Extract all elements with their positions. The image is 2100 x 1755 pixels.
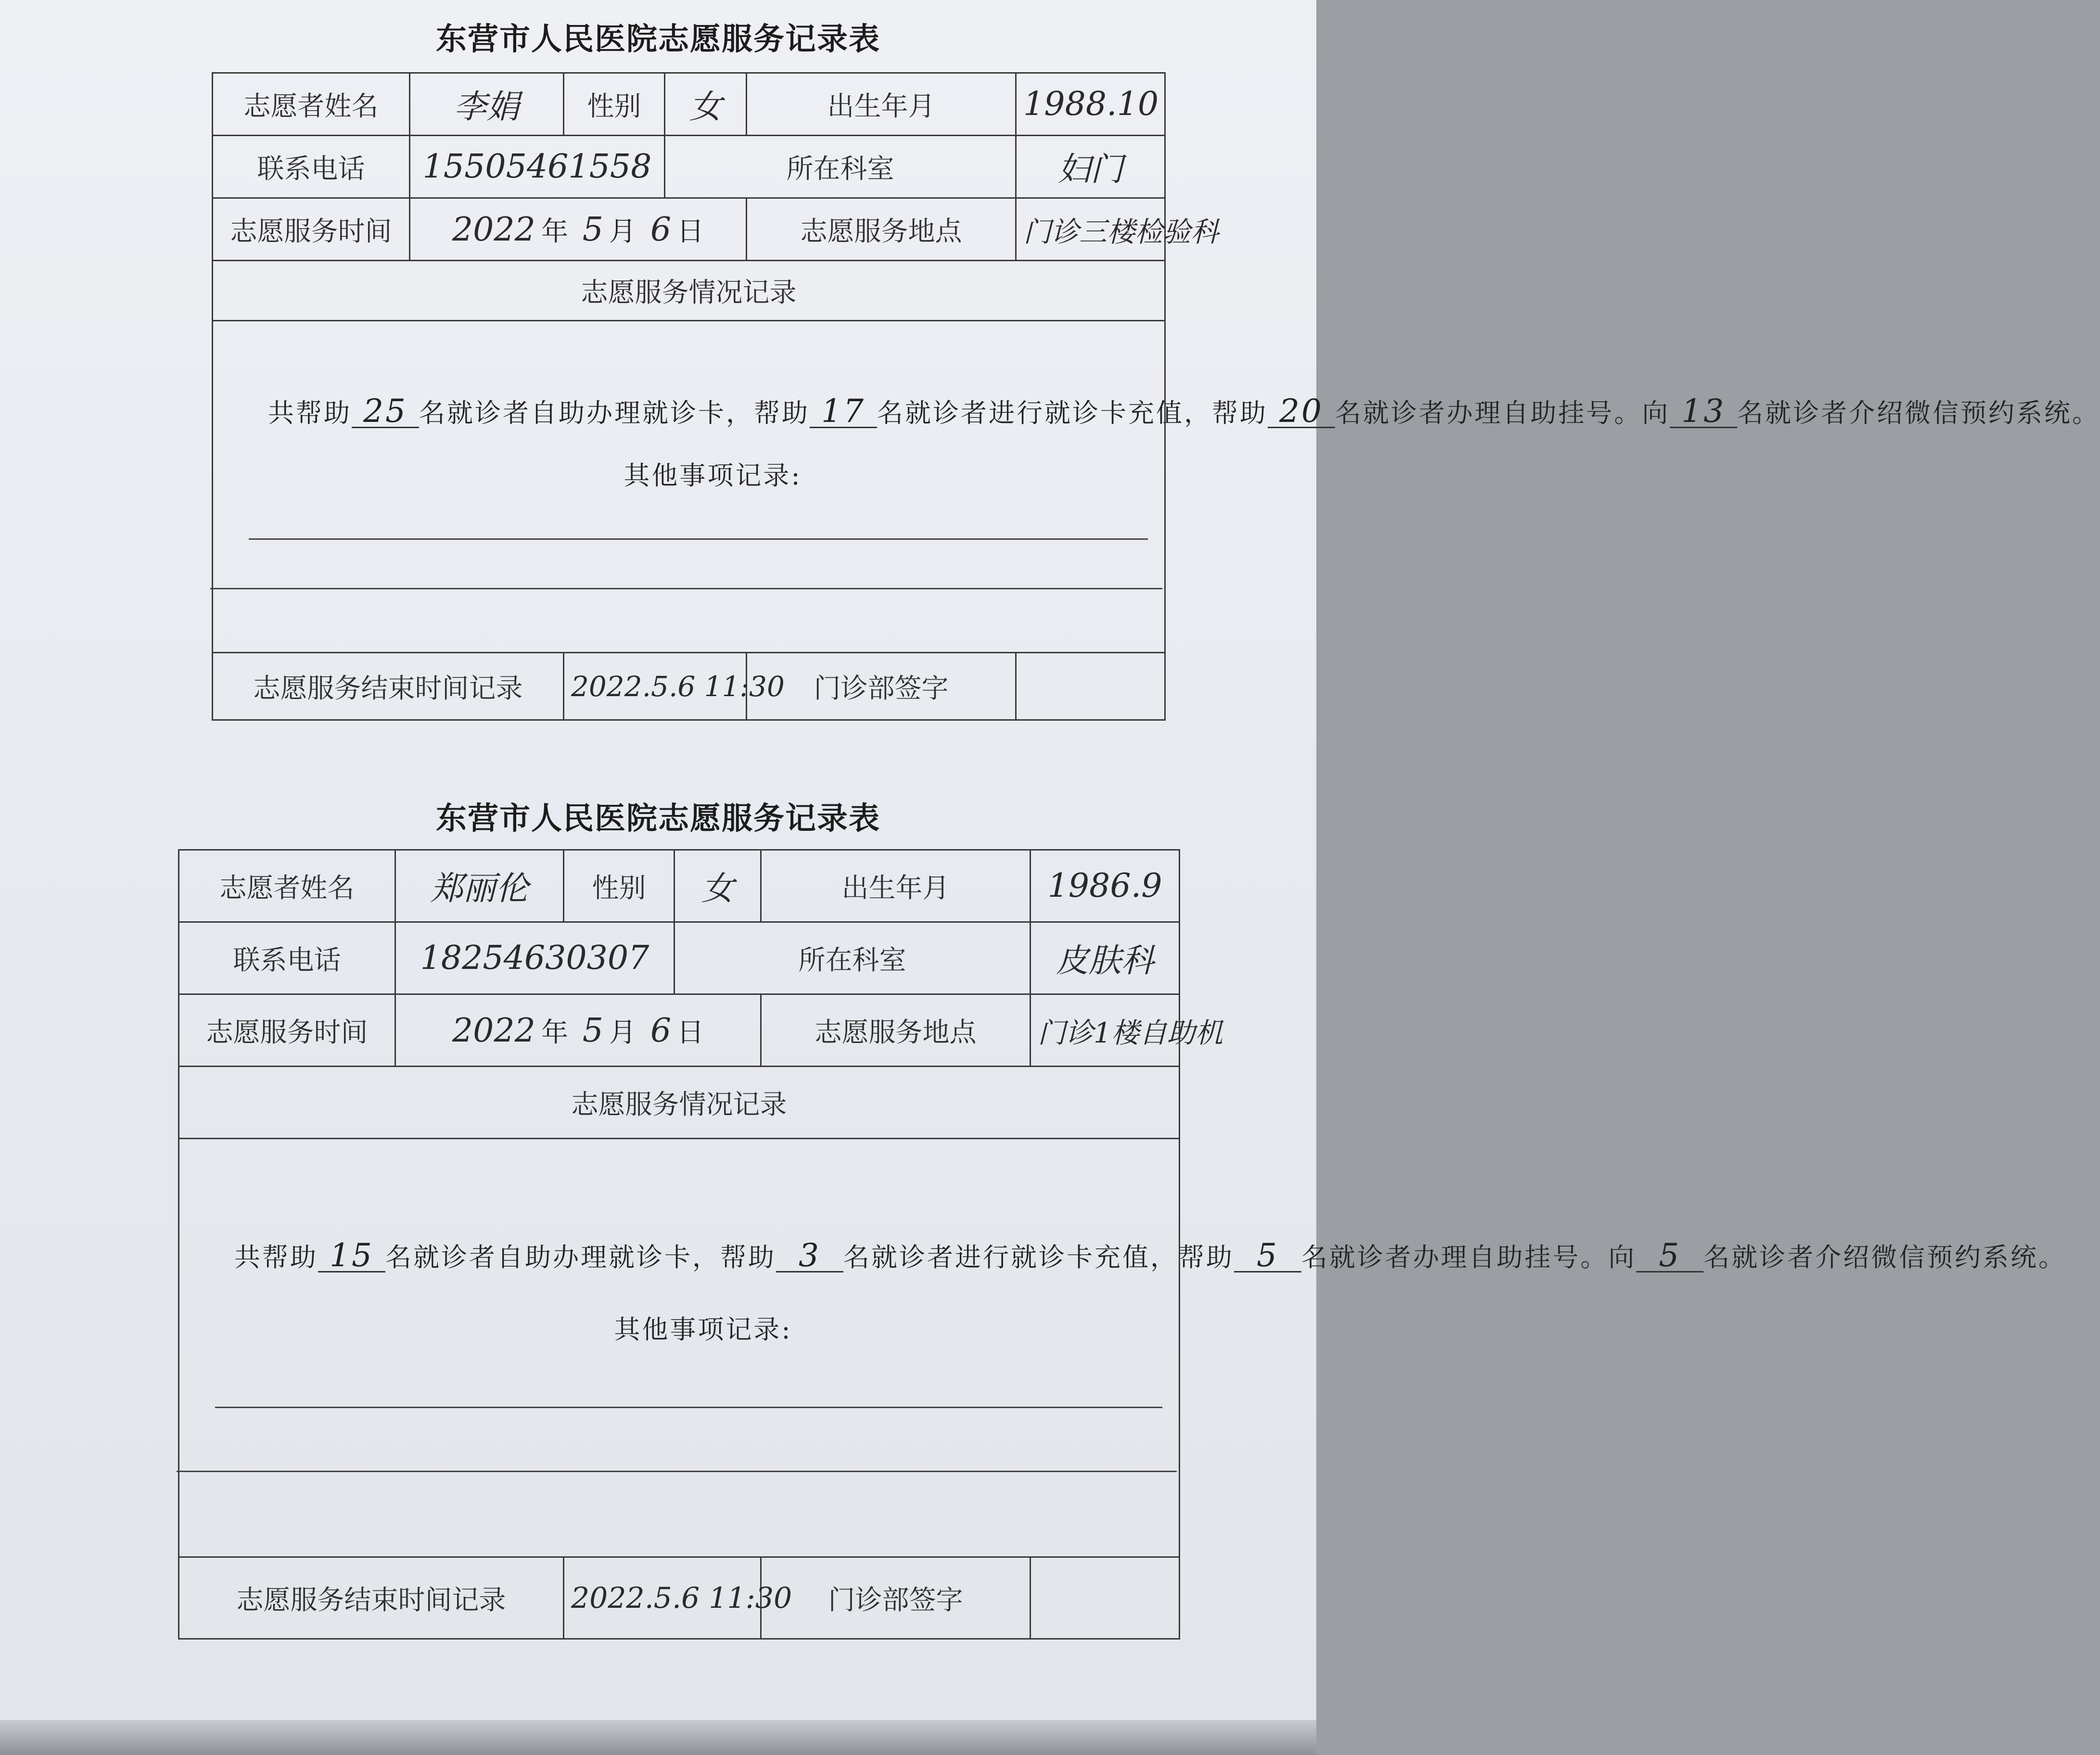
day-char: 日: [677, 1017, 704, 1048]
text-p1: 名就诊者自助办理就诊卡，帮助: [419, 397, 810, 428]
notes-line: [249, 505, 1148, 540]
date-month: 5: [582, 210, 604, 249]
gender-value: 女: [675, 850, 761, 922]
text-p4: 名就诊者介绍微信预约系统。: [1737, 397, 2100, 428]
form-title: 东营市人民医院志愿服务记录表: [436, 21, 880, 57]
row-name: [213, 73, 1165, 136]
month-char: 月: [609, 1017, 636, 1048]
text-p3: 名就诊者办理自助挂号。向: [1301, 1242, 1636, 1272]
place-value: 门诊三楼检验科: [1016, 198, 1165, 261]
date-year: 2022: [452, 1011, 535, 1050]
signature-label: 门诊部签字: [761, 1557, 1031, 1639]
end-time-value: 2022.5.6 11:30: [564, 1557, 761, 1639]
dept-value: 皮肤科: [1031, 922, 1180, 994]
phone-label: 联系电话: [179, 922, 395, 994]
phone-label: 联系电话: [213, 136, 410, 198]
birth-label: 出生年月: [761, 850, 1031, 922]
count-register: 20: [1268, 396, 1335, 428]
phone-value: 15505461558: [410, 136, 665, 198]
signature-value: [1031, 1557, 1180, 1639]
gender-value: 女: [665, 73, 747, 136]
gender-label: 性别: [564, 850, 675, 922]
name-label: 志愿者姓名: [213, 73, 410, 136]
date-day: 6: [650, 210, 672, 249]
row-section: [179, 1067, 1180, 1139]
phone-value: 18254630307: [395, 922, 675, 994]
date-day: 6: [650, 1011, 672, 1050]
row-name: [179, 850, 1180, 922]
place-value: 门诊1楼自助机: [1031, 994, 1180, 1067]
year-char: 年: [541, 216, 568, 247]
birth-value: 1988.10: [1016, 73, 1165, 136]
place-label: 志愿服务地点: [761, 994, 1031, 1067]
row-phone: [213, 136, 1165, 198]
count-register: 5: [1234, 1240, 1301, 1272]
count-card: 25: [352, 396, 419, 428]
row-section: [213, 261, 1165, 321]
row-body: [179, 1139, 1180, 1557]
row-phone: [179, 922, 1180, 994]
birth-value: 1986.9: [1031, 850, 1180, 922]
time-label: 志愿服务时间: [213, 198, 410, 261]
row-time: [179, 994, 1180, 1067]
other-notes-label: 其他事项记录:: [624, 460, 802, 491]
dept-value: 妇门: [1016, 136, 1165, 198]
birth-label: 出生年月: [747, 73, 1016, 136]
time-label: 志愿服务时间: [179, 994, 395, 1067]
service-record-body: [179, 1139, 2066, 1557]
other-notes-label: 其他事项记录:: [614, 1314, 792, 1345]
day-char: 日: [677, 216, 704, 247]
end-time-label: 志愿服务结束时间记录: [179, 1557, 564, 1639]
end-time-value: 2022.5.6 11:30: [564, 653, 747, 720]
date-month: 5: [582, 1011, 604, 1050]
text-p1: 名就诊者自助办理就诊卡，帮助: [385, 1242, 776, 1272]
service-date: [410, 198, 747, 261]
count-wechat: 5: [1636, 1240, 1704, 1272]
count-card: 15: [318, 1240, 385, 1272]
notes-line-2: [210, 540, 1162, 589]
text-gong: 共帮助: [268, 397, 352, 428]
section-heading: 志愿服务情况记录: [213, 261, 1165, 321]
date-year: 2022: [452, 210, 535, 249]
record-table: [212, 72, 2100, 721]
row-body: [213, 321, 1165, 653]
row-time: [213, 198, 1165, 261]
notes-line: [215, 1363, 1162, 1408]
section-heading: 志愿服务情况记录: [179, 1067, 1180, 1139]
paper-bottom-edge: [0, 1720, 1316, 1755]
count-wechat: 13: [1670, 396, 1737, 428]
text-p3: 名就诊者办理自助挂号。向: [1335, 397, 1670, 428]
dept-label: 所在科室: [665, 136, 1016, 198]
row-end: [179, 1557, 1180, 1639]
gender-label: 性别: [564, 73, 665, 136]
service-date: [395, 994, 761, 1067]
count-recharge: 17: [810, 396, 877, 428]
form-title: 东营市人民医院志愿服务记录表: [436, 801, 880, 837]
name-label: 志愿者姓名: [179, 850, 395, 922]
notes-line-2: [177, 1408, 1177, 1472]
month-char: 月: [609, 216, 636, 247]
dept-label: 所在科室: [675, 922, 1031, 994]
name-value: 李娟: [410, 73, 564, 136]
signature-value: [1016, 653, 1165, 720]
service-record-body: [213, 321, 2100, 653]
count-recharge: 3: [776, 1240, 843, 1272]
year-char: 年: [541, 1017, 568, 1048]
record-table: [178, 849, 2066, 1640]
place-label: 志愿服务地点: [747, 198, 1016, 261]
text-p2: 名就诊者进行就诊卡充值，帮助: [877, 397, 1268, 428]
text-p4: 名就诊者介绍微信预约系统。: [1704, 1242, 2066, 1272]
end-time-label: 志愿服务结束时间记录: [213, 653, 564, 720]
row-end: [213, 653, 1165, 720]
text-p2: 名就诊者进行就诊卡充值，帮助: [843, 1242, 1234, 1272]
text-gong: 共帮助: [234, 1242, 318, 1272]
name-value: 郑丽伦: [395, 850, 564, 922]
signature-label: 门诊部签字: [747, 653, 1016, 720]
